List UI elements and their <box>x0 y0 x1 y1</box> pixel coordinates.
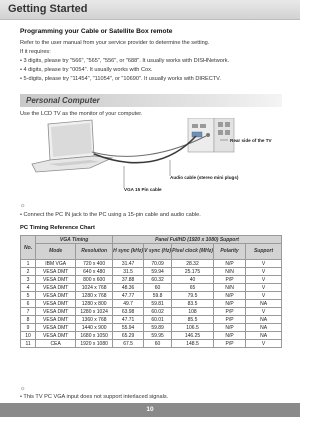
table-cell: N/P <box>213 324 245 332</box>
table-row <box>21 324 282 332</box>
programming-requires: If it requires: <box>20 49 51 55</box>
note-icon: ☼ <box>20 203 26 209</box>
table-cell: 8 <box>21 316 36 324</box>
connect-note: • Connect the PC IN jack to the PC using a 15-pin cable and audio cable. <box>20 212 201 218</box>
col-vga-timing: VGA Timing <box>36 236 113 244</box>
table-cell: N/N <box>213 268 245 276</box>
table-cell: 48.36 <box>113 284 144 292</box>
table-cell: 720 x 400 <box>76 260 113 268</box>
table-cell: P/P <box>213 276 245 284</box>
table-cell: V <box>246 308 282 316</box>
table-row <box>21 292 282 300</box>
table-cell: 800 x 600 <box>76 276 113 284</box>
table-cell: 79.5 <box>172 292 214 300</box>
table-cell: 59.89 <box>144 324 172 332</box>
col-vsync: V sync (Hz) <box>144 244 172 260</box>
personal-computer-banner <box>20 94 282 107</box>
table-cell: CEA <box>36 340 76 348</box>
connection-illustration <box>20 118 282 198</box>
table-cell: VESA DMT <box>36 316 76 324</box>
table-cell: 1280 x 800 <box>76 300 113 308</box>
programming-bullet-3: • 5-digits, please try "11454", "11054", or "10690". It usually works with DIRECTV. <box>20 76 221 82</box>
table-cell: 31.47 <box>113 260 144 268</box>
table-cell: N/P <box>213 332 245 340</box>
table-cell: 47.77 <box>113 292 144 300</box>
table-cell: 11 <box>21 340 36 348</box>
table-cell: V <box>246 284 282 292</box>
pc-connection-diagram <box>20 118 282 198</box>
table-cell: 1280 x 768 <box>76 292 113 300</box>
table-cell: V <box>246 340 282 348</box>
table-cell: 63.98 <box>113 308 144 316</box>
table-cell: 108 <box>172 308 214 316</box>
rear-side-callout: Rear side of the TV <box>230 138 272 143</box>
personal-computer-title: Personal Computer <box>26 96 100 105</box>
table-cell: 1360 x 768 <box>76 316 113 324</box>
timing-table-heading: PC Timing Reference Chart <box>20 225 95 231</box>
table-cell: 1280 x 1024 <box>76 308 113 316</box>
vga-cable <box>94 136 196 163</box>
table-cell: N/P <box>213 260 245 268</box>
table-cell: 60.02 <box>144 308 172 316</box>
table-row <box>21 332 282 340</box>
table-cell: 59.95 <box>144 332 172 340</box>
table-cell: 60 <box>144 340 172 348</box>
table-cell: 70.09 <box>144 260 172 268</box>
table-cell: V <box>246 292 282 300</box>
table-cell: 40 <box>172 276 214 284</box>
laptop-icon <box>32 120 112 172</box>
table-cell: 25.175 <box>172 268 214 276</box>
table-subheader-row <box>21 244 282 260</box>
table-row <box>21 284 282 292</box>
table-cell: V <box>246 276 282 284</box>
table-cell: 60.01 <box>144 316 172 324</box>
table-cell: P/P <box>213 316 245 324</box>
table-cell: NA <box>246 332 282 340</box>
table-cell: 2 <box>21 268 36 276</box>
table-cell: 59.94 <box>144 268 172 276</box>
table-cell: 60.32 <box>144 276 172 284</box>
table-cell: P/P <box>213 308 245 316</box>
col-resolution: Resolution <box>76 244 113 260</box>
table-row <box>21 260 282 268</box>
col-hsync: H sync (kHz) <box>113 244 144 260</box>
table-cell: 31.5 <box>113 268 144 276</box>
table-cell: 4 <box>21 284 36 292</box>
audio-cable-callout: Audio cable (stereo mini plugs) <box>170 175 239 180</box>
pc-timing-table <box>20 235 282 348</box>
table-row <box>21 268 282 276</box>
table-cell: 146.25 <box>172 332 214 340</box>
col-polarity: Polarity <box>213 244 245 260</box>
programming-bullet-1: • 3 digits, please try "566", "565", "556", or "688". It usually works with DISHNetwork. <box>20 58 230 64</box>
table-cell: 47.71 <box>113 316 144 324</box>
table-cell: 6 <box>21 300 36 308</box>
table-cell: VESA DMT <box>36 284 76 292</box>
table-cell: VESA DMT <box>36 324 76 332</box>
table-cell: N/N <box>213 284 245 292</box>
table-cell: 59.8 <box>144 292 172 300</box>
page-title: Getting Started <box>8 3 88 15</box>
page-header <box>0 0 300 20</box>
timing-table-body <box>21 260 282 348</box>
table-cell: 65.29 <box>113 332 144 340</box>
programming-heading: Programming your Cable or Satellite Box remote <box>20 28 173 35</box>
col-panel-support: Panel FullHD (1920 x 1080) Support <box>113 236 282 244</box>
final-note: • This TV PC VGA input does not support interlaced signals. <box>20 394 169 400</box>
table-cell: 1680 x 1050 <box>76 332 113 340</box>
table-cell: 85.5 <box>172 316 214 324</box>
table-row <box>21 316 282 324</box>
table-cell: 28.32 <box>172 260 214 268</box>
table-cell: 10 <box>21 332 36 340</box>
table-cell: 640 x 480 <box>76 268 113 276</box>
page-number: 10 <box>146 406 154 413</box>
table-row <box>21 340 282 348</box>
table-cell: 37.88 <box>113 276 144 284</box>
table-cell: N/P <box>213 292 245 300</box>
table-cell: VESA DMT <box>36 276 76 284</box>
final-note-icon: ☼ <box>20 386 26 392</box>
table-cell: 9 <box>21 324 36 332</box>
table-cell: VESA DMT <box>36 308 76 316</box>
col-pixel-clock: Pixel clock (MHz) <box>172 244 214 260</box>
table-cell: NA <box>246 300 282 308</box>
table-cell: 59.81 <box>144 300 172 308</box>
table-cell: VESA DMT <box>36 332 76 340</box>
table-cell: 65 <box>172 284 214 292</box>
col-support: Support <box>246 244 282 260</box>
table-cell: 1920 x 1080 <box>76 340 113 348</box>
table-row <box>21 300 282 308</box>
table-cell: V <box>246 260 282 268</box>
col-no: No. <box>21 236 36 260</box>
table-cell: N/P <box>213 300 245 308</box>
table-cell: VESA DMT <box>36 300 76 308</box>
table-cell: VESA DMT <box>36 268 76 276</box>
table-cell: 1440 x 900 <box>76 324 113 332</box>
table-cell: 5 <box>21 292 36 300</box>
table-cell: 148.5 <box>172 340 214 348</box>
table-cell: 83.5 <box>172 300 214 308</box>
col-mode: Mode <box>36 244 76 260</box>
table-row <box>21 308 282 316</box>
table-cell: 55.94 <box>113 324 144 332</box>
pc-intro: Use the LCD TV as the monitor of your computer. <box>20 111 143 117</box>
table-cell: IBM VGA <box>36 260 76 268</box>
table-cell: V <box>246 268 282 276</box>
table-cell: 49.7 <box>113 300 144 308</box>
table-cell: P/P <box>213 340 245 348</box>
programming-intro: Refer to the user manual from your service provider to determine the setting. <box>20 40 210 46</box>
table-cell: 3 <box>21 276 36 284</box>
table-cell: 106.5 <box>172 324 214 332</box>
vga-cable-callout: VGA 15 Pin cable <box>124 187 162 192</box>
tv-rear-panel <box>188 118 234 152</box>
table-cell: NA <box>246 324 282 332</box>
table-header-row <box>21 236 282 244</box>
table-cell: VESA DMT <box>36 292 76 300</box>
table-cell: NA <box>246 316 282 324</box>
table-cell: 1 <box>21 260 36 268</box>
table-cell: 67.5 <box>113 340 144 348</box>
programming-bullet-2: • 4 digits, please try "0054". It usually works with Cox. <box>20 67 153 73</box>
table-cell: 1024 x 768 <box>76 284 113 292</box>
table-cell: 60 <box>144 284 172 292</box>
footer-bar <box>0 403 300 417</box>
table-cell: 7 <box>21 308 36 316</box>
table-row <box>21 276 282 284</box>
